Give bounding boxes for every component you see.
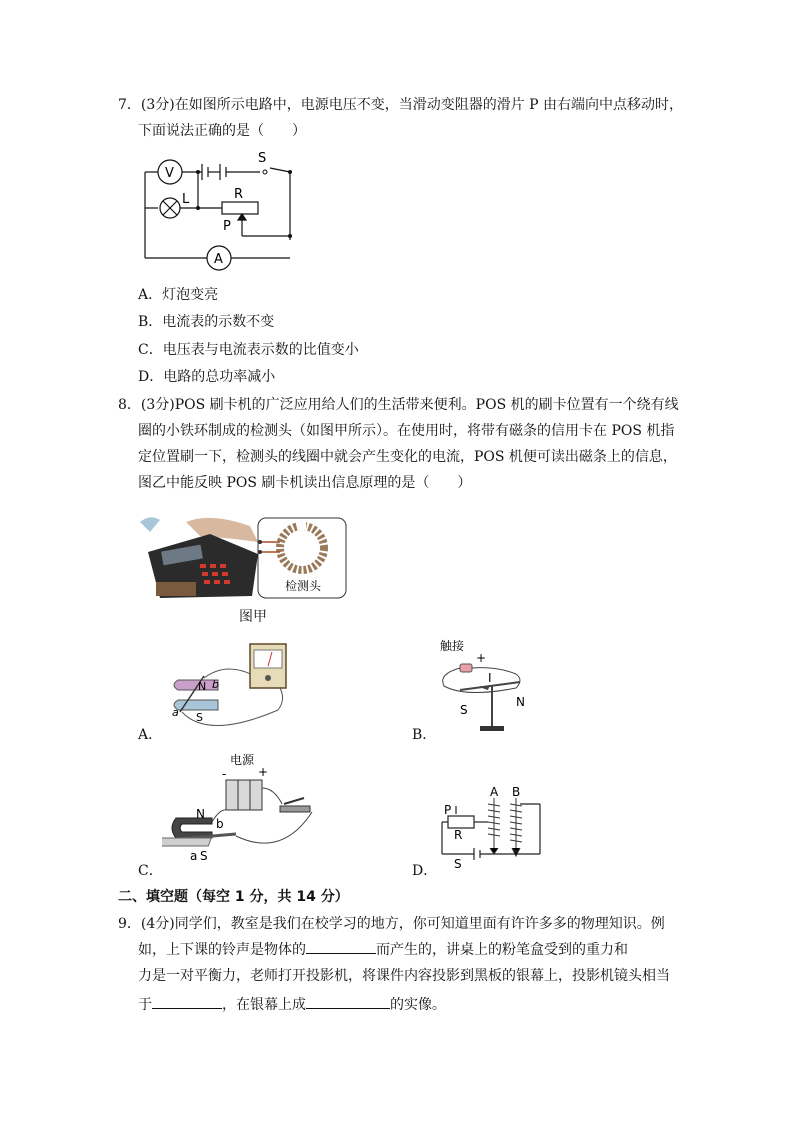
detector-label: 检测头	[285, 579, 322, 593]
slider-label: P	[223, 219, 231, 234]
fig-d-p-label: P	[444, 803, 452, 817]
q9-stem-line3: 力是一对平衡力，老师打开投影机，将课件内容投影到黑板的银幕上，投影机镜头相当	[138, 968, 670, 984]
fig-c-s-label: S	[200, 849, 208, 863]
q8-figure-b	[436, 634, 546, 739]
q7-stem-line2: 下面说法正确的是（ ）	[138, 123, 306, 139]
fig-a-b-label: b	[212, 678, 219, 691]
q8-option-c-letter: C．	[138, 863, 163, 879]
q7-circuit-diagram	[130, 148, 300, 273]
fig-c-a-label: a	[190, 849, 198, 863]
fig-a-n-label: N	[198, 680, 207, 693]
answer-blank-1[interactable]	[306, 939, 376, 954]
fig-a-s-label: S	[196, 711, 203, 724]
fig-d-a-label: A	[490, 785, 499, 799]
switch-label: S	[258, 151, 267, 166]
q7-option-c: C．电压表与电流表示数的比值变小	[138, 342, 359, 358]
pos-machine-photo	[140, 512, 350, 600]
q9-stem-line4	[138, 992, 446, 1018]
fig-b-touch-label: 触接	[440, 639, 465, 653]
fig-b-current-label: I	[488, 671, 492, 685]
fig-c-n-label: N	[196, 807, 205, 821]
section-two-heading: 二、填空题（每空 1 分，共 14 分）	[118, 889, 349, 905]
q7-stem-line1: 7．(3分)在如图所示电路中，电源电压不变，当滑动变阻器的滑片 P 由右端向中点移动时，	[118, 97, 684, 113]
q8-figure-d	[436, 784, 546, 872]
q7-option-b: B．电流表的示数不变	[138, 314, 275, 330]
answer-blank-2[interactable]	[152, 994, 222, 1009]
answer-blank-3[interactable]	[306, 994, 390, 1009]
fig-c-power-label: 电源	[230, 753, 255, 767]
q9-line2-part1: 如，上下课的铃声是物体的	[138, 942, 306, 958]
q9-stem-line2	[138, 937, 628, 963]
fig-a-a-label: a	[172, 706, 179, 719]
q8-stem-line4: 图乙中能反映 POS 刷卡机读出信息原理的是（ ）	[138, 475, 472, 491]
q8-figure-c	[162, 748, 322, 863]
q8-stem-line1: 8．(3分)POS 刷卡机的广泛应用给人们的生活带来便利。POS 机的刷卡位置有一个绕有线	[118, 397, 679, 413]
fig-c-b-label: b	[216, 817, 224, 831]
fig-b-plus-label: +	[476, 651, 487, 665]
figure-caption-jia: 图甲	[239, 609, 267, 625]
q9-line4-part1: 于	[138, 997, 152, 1013]
ammeter-label: A	[214, 252, 223, 267]
q8-option-d-letter: D．	[412, 863, 438, 879]
q9-line2-part2: 而产生的，讲桌上的粉笔盒受到的重力和	[376, 942, 628, 958]
q9-stem-line1: 9．(4分)同学们，教室是我们在校学习的地方，你可知道里面有许许多多的物理知识。例	[118, 916, 665, 932]
q9-line4-part2: ，在银幕上成	[222, 997, 306, 1013]
lamp-label: L	[182, 192, 190, 207]
fig-c-minus-label: -	[222, 767, 227, 781]
voltmeter-label: V	[165, 166, 174, 181]
q8-option-a-letter: A．	[138, 727, 163, 743]
fig-d-r-label: R	[454, 828, 463, 842]
q8-stem-line2: 圈的小铁环制成的检测头（如图甲所示）。在使用时，将带有磁条的信用卡在 POS 机指	[138, 423, 675, 439]
fig-d-s-label: S	[454, 857, 462, 871]
q8-option-b-letter: B．	[412, 727, 437, 743]
fig-b-s-label: S	[460, 703, 468, 717]
q8-figure-a	[168, 640, 328, 735]
fig-c-plus-label: +	[258, 765, 269, 779]
q8-stem-line3: 定位置刷一下，检测头的线圈中就会产生变化的电流，POS 机便可读出磁条上的信息，	[138, 449, 677, 465]
rheostat-label: R	[234, 187, 244, 202]
fig-b-n-label: N	[516, 695, 525, 709]
q7-option-a: A．灯泡变亮	[138, 287, 219, 303]
q7-option-d: D．电路的总功率减小	[138, 369, 276, 385]
q9-line4-part3: 的实像。	[390, 997, 446, 1013]
fig-d-b-label: B	[512, 785, 521, 799]
